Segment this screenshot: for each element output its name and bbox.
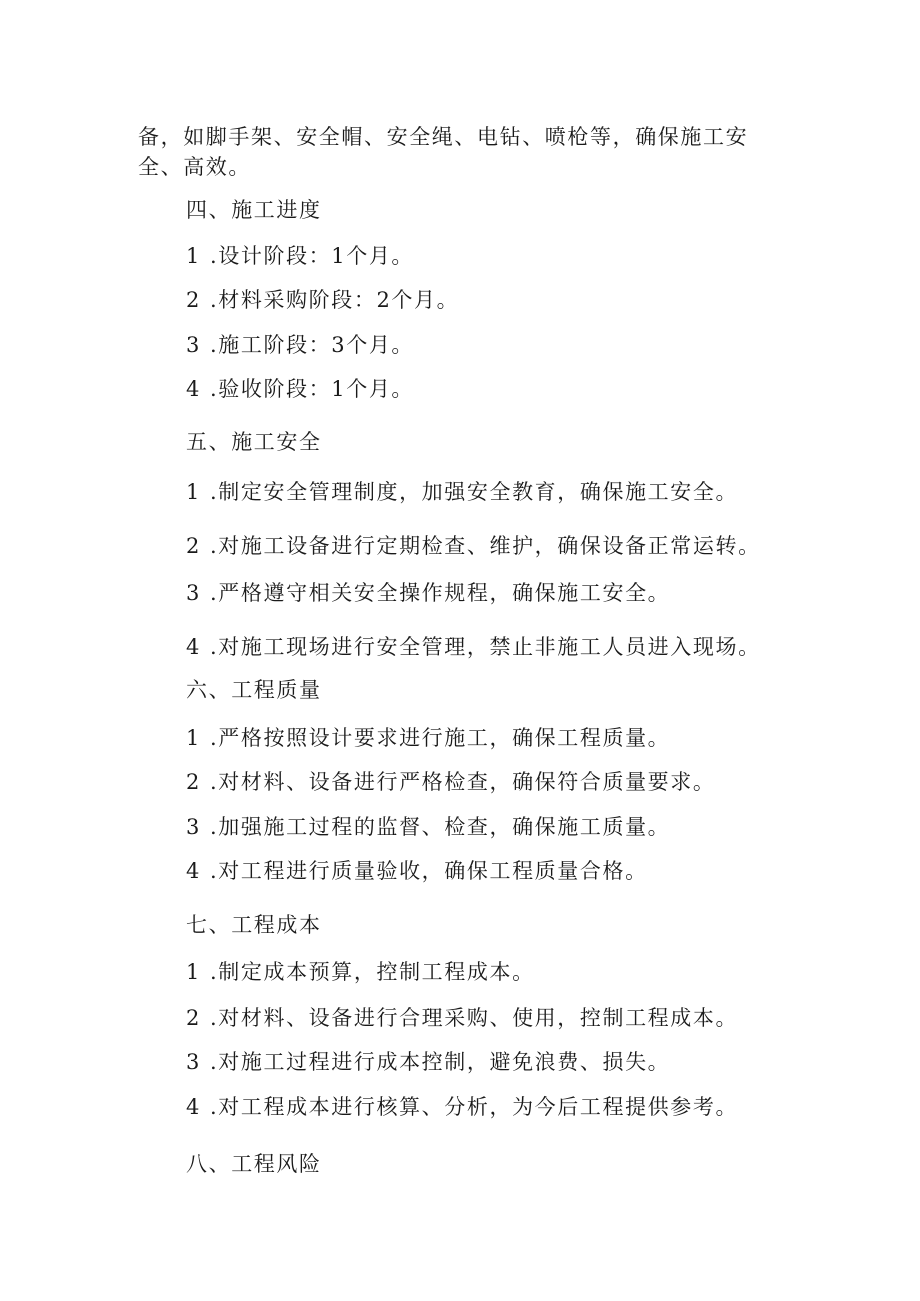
- item-number: 1: [186, 960, 201, 984]
- list-item: [186, 1004, 738, 1032]
- list-item: [186, 286, 459, 314]
- item-number: 2: [186, 770, 201, 794]
- item-number: 3: [186, 581, 201, 605]
- item-number: 1: [186, 244, 201, 268]
- item-text: .严格按照设计要求进行施工，确保工程质量。: [210, 726, 671, 750]
- item-number: 2: [186, 534, 201, 558]
- list-item: [186, 813, 670, 841]
- item-text: .施工阶段：3个月。: [210, 333, 415, 357]
- list-item: [186, 242, 414, 270]
- section-heading-quality: 六、工程质量: [186, 678, 322, 702]
- list-item: [186, 1048, 670, 1076]
- item-text: .验收阶段：1个月。: [210, 377, 415, 401]
- item-number: 4: [186, 1095, 201, 1119]
- section-heading-risk: 八、工程风险: [186, 1152, 322, 1176]
- item-text: .对工程进行质量验收，确保工程质量合格。: [210, 859, 648, 883]
- item-number: 1: [186, 480, 201, 504]
- item-text: .设计阶段：1个月。: [210, 244, 415, 268]
- item-text: .对施工现场进行安全管理，禁止非施工人员进入现场。: [210, 635, 761, 659]
- item-text: .制定安全管理制度，加强安全教育，确保施工安全。: [210, 480, 739, 504]
- item-number: 3: [186, 815, 201, 839]
- item-number: 4: [186, 377, 201, 401]
- section-heading-schedule: 四、施工进度: [186, 198, 322, 222]
- item-number: 3: [186, 1050, 201, 1074]
- intro-line-2: 全、高效。: [138, 155, 251, 179]
- item-number: 1: [186, 726, 201, 750]
- item-number: 4: [186, 859, 201, 883]
- section-heading-cost: 七、工程成本: [186, 913, 322, 937]
- intro-line-1: 备，如脚手架、安全帽、安全绳、电钻、喷枪等，确保施工安: [138, 125, 749, 149]
- item-text: .制定成本预算，控制工程成本。: [210, 960, 535, 984]
- item-text: .对施工过程进行成本控制，避免浪费、损失。: [210, 1050, 671, 1074]
- section-heading-safety: 五、施工安全: [186, 430, 322, 454]
- list-item: [186, 478, 738, 506]
- list-item: [186, 375, 414, 403]
- item-text: .对施工设备进行定期检查、维护，确保设备正常运转。: [210, 534, 761, 558]
- item-number: 3: [186, 333, 201, 357]
- item-number: 4: [186, 635, 201, 659]
- item-text: .严格遵守相关安全操作规程，确保施工安全。: [210, 581, 671, 605]
- item-text: .对工程成本进行核算、分析，为今后工程提供参考。: [210, 1095, 739, 1119]
- list-item: [186, 331, 414, 359]
- list-item: [186, 579, 670, 607]
- item-number: 2: [186, 1006, 201, 1030]
- item-text: .加强施工过程的监督、检查，确保施工质量。: [210, 815, 671, 839]
- item-text: .对材料、设备进行合理采购、使用，控制工程成本。: [210, 1006, 739, 1030]
- item-text: .材料采购阶段：2个月。: [210, 288, 460, 312]
- list-item: [186, 532, 761, 560]
- list-item: [186, 768, 715, 796]
- item-number: 2: [186, 288, 201, 312]
- item-text: .对材料、设备进行严格检查，确保符合质量要求。: [210, 770, 716, 794]
- list-item: [186, 724, 670, 752]
- list-item: [186, 633, 761, 661]
- list-item: [186, 958, 535, 986]
- list-item: [186, 1093, 738, 1121]
- list-item: [186, 857, 648, 885]
